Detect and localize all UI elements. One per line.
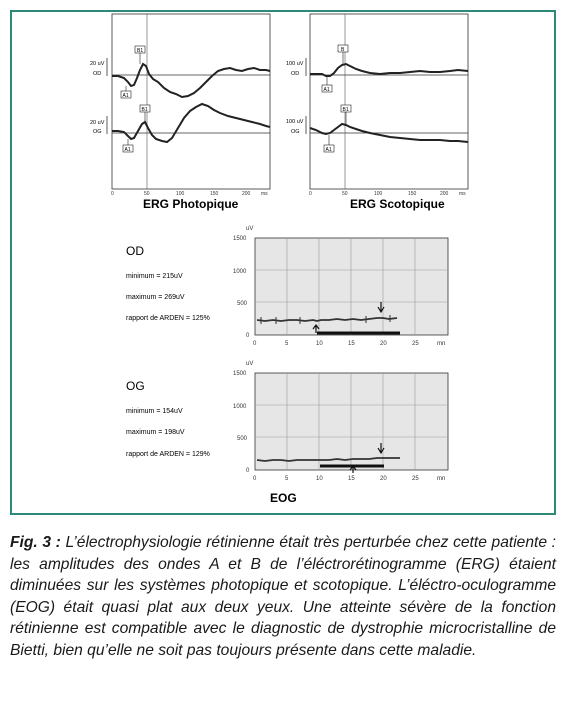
eog-og-x-ticks <box>253 476 445 482</box>
eog-og-xtick-0: 0 <box>253 476 257 482</box>
erg-scotopic-od-a-label: A1 <box>323 87 330 93</box>
eog-od-minimum: minimum = 215uV <box>126 273 183 280</box>
erg-scotopic-tick-200: 200 <box>440 191 449 197</box>
eog-od-xtick-20: 20 <box>380 341 387 347</box>
caption-text: L’électrophysiologie rétinienne était très perturbée chez cette patiente : les amplitudes des ondes A et B de l’éléctrorétinogramme (ERG) étaient diminuées sur les systèmes photopique et scotopique. L’éléctro-oculogramme (EOG) était quasi plat aux deux yeux. Une atteinte sévère de la fonction rétinienne est compatible avec le diagnostic de dystrophie microcristalline de Bietti, bien qu’elle ne soit pas toujours présente dans cette maladie. <box>10 534 556 659</box>
figure-caption <box>10 532 556 661</box>
erg-scotopic-title: ERG Scotopique <box>350 197 445 211</box>
eog-od-ytick-500: 500 <box>237 301 248 307</box>
eog-title: EOG <box>270 491 297 505</box>
erg-photopic-od-trace <box>112 64 270 97</box>
eog-od-ytick-1500: 1500 <box>233 236 247 242</box>
erg-scotopic-og-eye-label: OG <box>291 129 300 135</box>
eog-og-plot-area <box>255 373 448 470</box>
eog-og-ytick-1500: 1500 <box>233 371 247 377</box>
erg-photopic-od-eye-label: OD <box>93 71 102 77</box>
eog-od-y-unit: uV <box>246 226 254 232</box>
erg-scotopic-x-unit: ms <box>459 191 466 197</box>
eog-od-y-ticks <box>233 236 250 339</box>
erg-scotopic-tick-150: 150 <box>408 191 417 197</box>
eog-og-xtick-5: 5 <box>285 476 289 482</box>
eog-od-xtick-5: 5 <box>285 341 289 347</box>
erg-photopic-title: ERG Photopique <box>143 197 239 211</box>
eog-og-arden: rapport de ARDEN = 129% <box>126 451 210 458</box>
eog-og-panel <box>126 361 448 482</box>
erg-photopic-tick-200: 200 <box>242 191 251 197</box>
eog-od-xtick-0: 0 <box>253 341 257 347</box>
erg-scotopic-panel <box>286 14 468 211</box>
eog-od-eye-label: OD <box>126 244 144 258</box>
erg-scotopic-frame <box>310 14 468 189</box>
erg-scotopic-od-b-label: B <box>341 47 345 53</box>
erg-scotopic-od-trace <box>310 64 468 76</box>
eog-od-ytick-0: 0 <box>246 333 250 339</box>
erg-photopic-od-b-label: B1 <box>137 48 144 54</box>
erg-photopic-tick-50: 50 <box>144 191 150 197</box>
erg-scotopic-tick-50: 50 <box>342 191 348 197</box>
eog-od-xtick-10: 10 <box>316 341 323 347</box>
erg-photopic-og-trace <box>112 104 270 142</box>
erg-photopic-og-eye-label: OG <box>93 129 102 135</box>
eog-og-xtick-20: 20 <box>380 476 387 482</box>
eog-od-ytick-1000: 1000 <box>233 269 247 275</box>
eog-od-panel <box>126 226 448 347</box>
erg-scotopic-tick-100: 100 <box>374 191 383 197</box>
eog-og-eye-label: OG <box>126 379 145 393</box>
eog-og-x-unit: mn <box>437 476 446 482</box>
erg-scotopic-tick-0: 0 <box>309 191 312 197</box>
erg-photopic-x-unit: ms <box>261 191 268 197</box>
erg-scotopic-od-eye-label: OD <box>291 71 300 77</box>
erg-photopic-og-amp-label: 20 uV <box>90 120 105 126</box>
eog-od-arden: rapport de ARDEN = 125% <box>126 315 210 322</box>
erg-scotopic-og-amp-label: 100 uV <box>286 119 304 125</box>
eog-og-xtick-25: 25 <box>412 476 419 482</box>
eog-og-ytick-0: 0 <box>246 468 250 474</box>
eog-od-x-ticks <box>253 341 445 347</box>
erg-scotopic-og-a-label: A1 <box>325 147 332 153</box>
erg-photopic-og-a-label: A1 <box>124 147 131 153</box>
eog-og-y-ticks <box>233 371 250 474</box>
eog-od-xtick-25: 25 <box>412 341 419 347</box>
eog-og-maximum: maximum = 198uV <box>126 429 185 436</box>
erg-photopic-panel <box>90 14 270 211</box>
eog-og-y-unit: uV <box>246 361 254 367</box>
eog-og-ytick-1000: 1000 <box>233 404 247 410</box>
eog-og-xtick-15: 15 <box>348 476 355 482</box>
erg-photopic-tick-100: 100 <box>176 191 185 197</box>
erg-photopic-tick-150: 150 <box>210 191 219 197</box>
erg-photopic-od-amp-label: 20 uV <box>90 61 105 67</box>
eog-od-maximum: maximum = 269uV <box>126 294 185 301</box>
erg-photopic-od-a-label: A1 <box>122 93 129 99</box>
eog-od-xtick-15: 15 <box>348 341 355 347</box>
erg-scotopic-og-b-label: B1 <box>342 107 349 113</box>
erg-scotopic-od-amp-label: 100 uV <box>286 61 304 67</box>
eog-og-ytick-500: 500 <box>237 436 248 442</box>
erg-photopic-tick-0: 0 <box>111 191 114 197</box>
eog-og-minimum: minimum = 154uV <box>126 408 183 415</box>
erg-photopic-frame <box>112 14 270 189</box>
erg-photopic-og-b-label: B1 <box>141 107 148 113</box>
eog-og-xtick-10: 10 <box>316 476 323 482</box>
eog-od-x-unit: mn <box>437 341 446 347</box>
caption-figure-label: Fig. 3 : <box>10 534 61 551</box>
